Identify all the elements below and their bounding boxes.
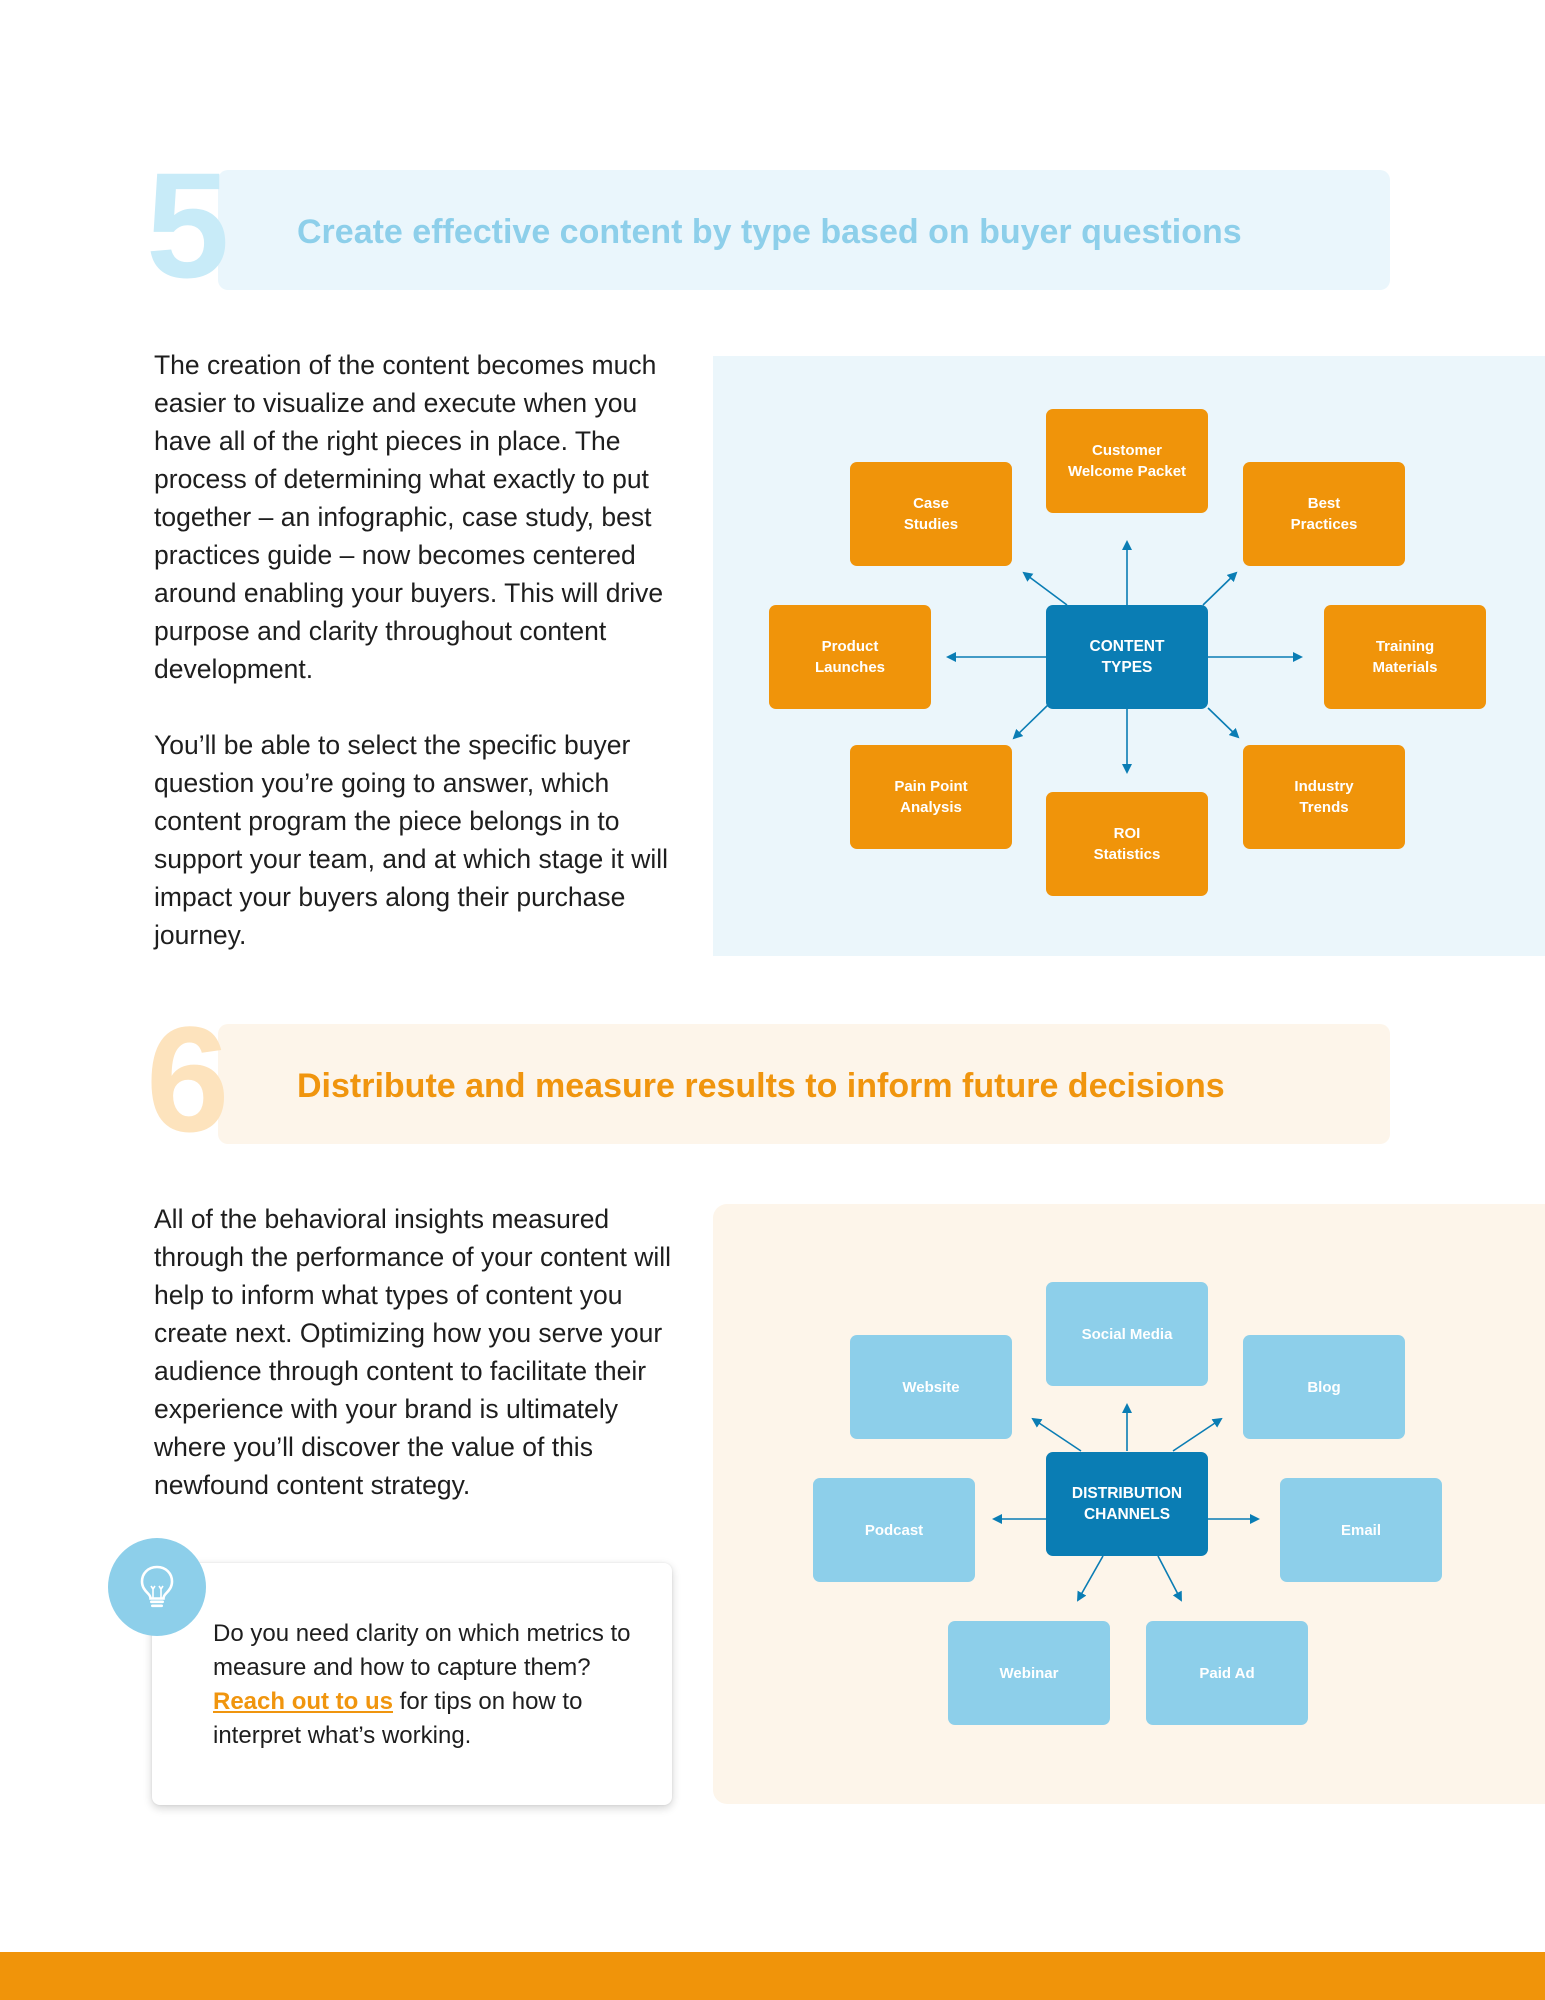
arrow-to-bottom-left	[1014, 703, 1050, 738]
node-webinar: Webinar	[948, 1621, 1110, 1725]
arrow-to-blog	[1173, 1419, 1221, 1451]
arrow-to-top-right	[1203, 573, 1236, 605]
content-types-diagram	[713, 356, 1545, 956]
node-case-studies: Case Studies	[850, 462, 1012, 566]
node-roi-statistics: ROI Statistics	[1046, 792, 1208, 896]
node-best-practices: Best Practices	[1243, 462, 1405, 566]
section-6-body	[154, 1200, 684, 1504]
section-5-paragraph-1: The creation of the content becomes much easier to visualize and execute when you have all of the right pieces in place. The process of determining what exactly to put together – an infographic, case study, best practices guide – now becomes centered around enabling your buyers. This will drive purpose and clarity throughout content development.	[154, 350, 664, 684]
footer-bar	[0, 1952, 1545, 2000]
section-6-paragraph: All of the behavioral insights measured through the performance of your content will help to inform what types of content you create next. Optimizing how you serve your audience through content to facilitate their experience with your brand is ultimately where you’ll discover the value of this newfound content strategy.	[154, 1204, 672, 1500]
node-social-media: Social Media	[1046, 1282, 1208, 1386]
node-paid-ad: Paid Ad	[1146, 1621, 1308, 1725]
section-6-number: 6	[146, 995, 230, 1163]
node-product-launches: Product Launches	[769, 605, 931, 709]
node-pain-point-analysis: Pain Point Analysis	[850, 745, 1012, 849]
arrow-to-website	[1033, 1419, 1081, 1451]
arrow-to-top-left	[1024, 573, 1067, 605]
node-training-materials: Training Materials	[1324, 605, 1486, 709]
reach-out-link[interactable]: Reach out to us	[213, 1688, 394, 1715]
arrow-to-webinar	[1078, 1556, 1103, 1600]
arrow-to-paid-ad	[1158, 1556, 1181, 1600]
section-6-title: Distribute and measure results to inform future decisions	[297, 1067, 1225, 1105]
tip-text-after: for tips on how to interpret what’s working.	[213, 1688, 583, 1749]
section-5-number: 5	[146, 141, 230, 309]
arrow-to-bottom-right	[1208, 708, 1238, 737]
tip-text	[213, 1617, 653, 1753]
node-podcast: Podcast	[813, 1478, 975, 1582]
section-6-header	[146, 995, 1390, 1163]
tip-text-before: Do you need clarity on which metrics to measure and how to capture them?	[213, 1620, 631, 1681]
lightbulb-icon	[137, 1564, 177, 1610]
node-customer-welcome-packet: Customer Welcome Packet	[1046, 409, 1208, 513]
node-website: Website	[850, 1335, 1012, 1439]
node-industry-trends: Industry Trends	[1243, 745, 1405, 849]
node-blog: Blog	[1243, 1335, 1405, 1439]
section-5-title: Create effective content by type based on buyer questions	[297, 213, 1242, 251]
node-distribution-channels-center: DISTRIBUTION CHANNELS	[1046, 1452, 1208, 1556]
distribution-channels-diagram	[713, 1204, 1545, 1804]
tip-icon-circle	[108, 1538, 206, 1636]
section-5-body	[154, 346, 684, 954]
tip-card	[152, 1563, 672, 1805]
node-content-types-center: CONTENT TYPES	[1046, 605, 1208, 709]
section-5-paragraph-2: You’ll be able to select the specific buyer question you’re going to answer, which content program the piece belongs in to support your team, and at which stage it will impact your buyers along their purchase journey.	[154, 730, 669, 950]
section-5-header	[146, 141, 1390, 309]
node-email: Email	[1280, 1478, 1442, 1582]
